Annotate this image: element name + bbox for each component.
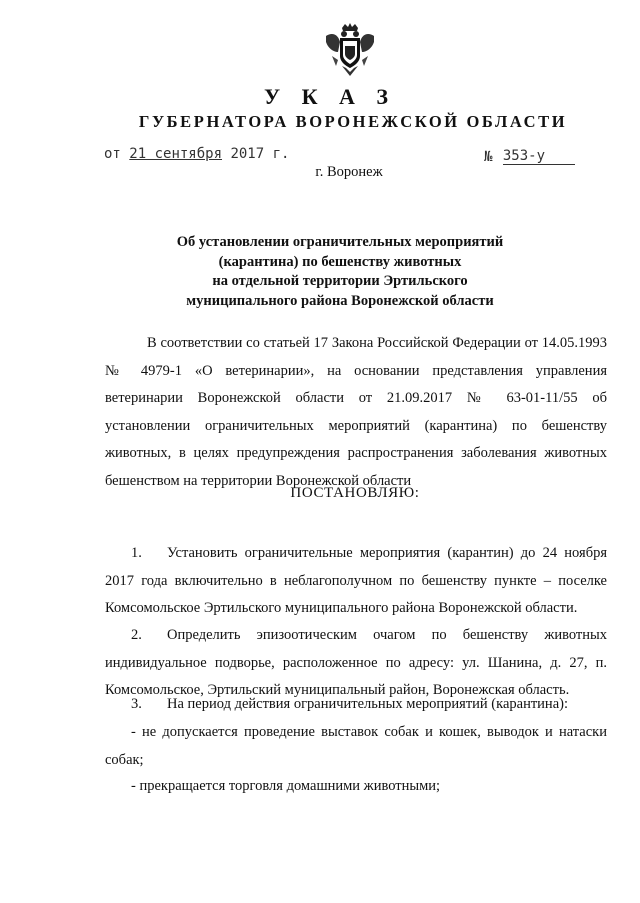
- item-text: Определить эпизоотическим очагом по бешенству животных индивидуальное подворье, расположенное по адресу: ул. Шанина, д. 27, п. Комсомольское, Эртильский муниципальный район, Воронежская область.: [105, 627, 607, 699]
- date-year: 2017 г.: [230, 146, 290, 162]
- decree-word: ПОСТАНОВЛЯЮ:: [290, 485, 420, 501]
- title-line: на отдельной территории Эртильского: [212, 273, 468, 289]
- item-number: 3.: [131, 696, 142, 712]
- preamble-paragraph: В соответствии со статьей 17 Закона Российской Федерации от 14.05.1993 № 4979-1 «О ветеринарии», на основании представления управления ветеринарии Воронежской области от 21.09.2017 № 63-01-11/55 об установлении ограничительных мероприятий (карантина) по бешенству животных, в целях предупреждения распространения заболевания животных бешенством на территории Воронежской области: [105, 335, 607, 489]
- decree-item: [105, 540, 607, 623]
- decree-number: [484, 148, 575, 165]
- item-number: 2.: [131, 627, 142, 643]
- issuer-title: ГУБЕРНАТОРА ВОРОНЕЖСКОЙ ОБЛАСТИ: [138, 112, 568, 131]
- title-line: Об установлении ограничительных мероприятий: [176, 234, 504, 250]
- subitem: - не допускается проведение выставок собак и кошек, выводок и натаски собак;: [105, 724, 607, 768]
- item-number: 1.: [131, 545, 142, 561]
- date-prefix: от: [104, 146, 121, 162]
- decree-date: [104, 146, 289, 162]
- title-line: муниципального района Воронежской области: [186, 292, 494, 309]
- subitem: - прекращается торговля домашними животными;: [131, 778, 441, 794]
- date-value: 21 сентября: [129, 146, 223, 162]
- document-type-title: У К А З: [263, 84, 397, 109]
- coat-of-arms-icon: [324, 22, 376, 78]
- number-prefix: №: [484, 149, 493, 165]
- city: г. Воронеж: [315, 164, 383, 180]
- number-value: 353-у: [502, 148, 546, 164]
- document-title: [0, 233, 640, 311]
- title-line: (карантина) по бешенству животных: [218, 253, 462, 270]
- item-text: Установить ограничительные мероприятия (карантин) до 24 ноября 2017 года включительно в неблагополучном по бешенству пункте – поселке Комсомольское Эртильского муниципального района Воронежской области.: [105, 545, 607, 617]
- item-text: На период действия ограничительных мероприятий (карантина):: [167, 696, 568, 712]
- decree-item: [105, 691, 607, 719]
